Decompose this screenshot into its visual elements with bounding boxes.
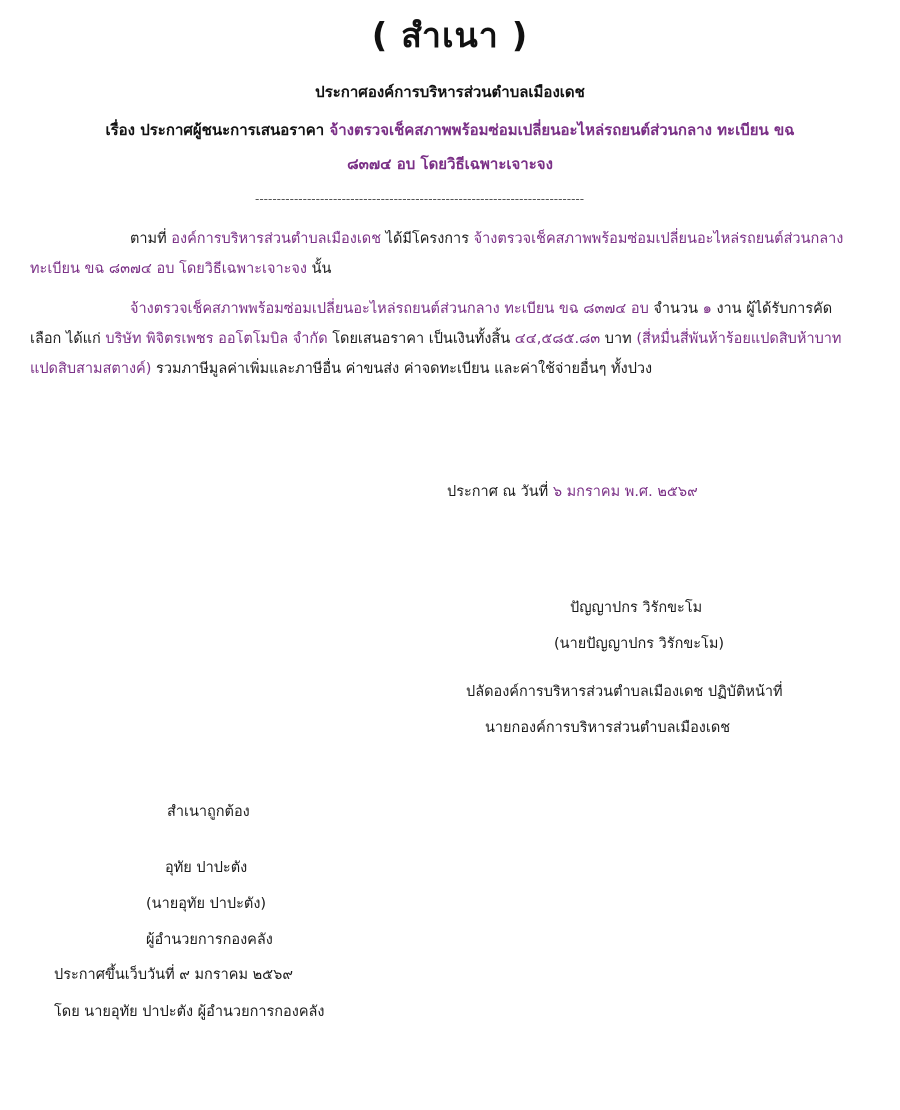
announce-prefix: ประกาศ ณ วันที่ bbox=[447, 484, 553, 500]
para2-amount-words: (สี่หมื่นสี่พันห้าร้อยแปดสิบห้าบาทแปดสิบสามสตางค์) bbox=[30, 331, 842, 377]
signer-position-1: ปลัดองค์การบริหารส่วนตำบลเมืองเดช ปฏิบัติหน้าที่ bbox=[466, 684, 783, 700]
para2-vendor: บริษัท พิจิตรเพชร ออโตโมบิล จำกัด bbox=[105, 331, 328, 347]
para1-text-b: ได้มีโครงการ bbox=[381, 231, 474, 247]
posted-by: โดย นายอุทัย ปาปะตัง ผู้อำนวยการกองคลัง bbox=[54, 1004, 325, 1020]
para1-text-a: ตามที่ bbox=[130, 231, 172, 247]
announce-date: ๖ มกราคม พ.ศ. ๒๕๖๙ bbox=[552, 484, 698, 500]
para2-text-c: โดยเสนอราคา เป็นเงินทั้งสิ้น bbox=[327, 331, 515, 347]
para1-project: จ้างตรวจเช็คสภาพพร้อมซ่อมเปลี่ยนอะไหล่รถยนต์ส่วนกลาง ทะเบียน ขฉ ๘๓๗๔ อบ โดยวิธีเฉพาะเจาะจง bbox=[30, 231, 844, 277]
para2-project: จ้างตรวจเช็คสภาพพร้อมซ่อมเปลี่ยนอะไหล่รถยนต์ส่วนกลาง ทะเบียน ขฉ ๘๓๗๔ อบ bbox=[130, 301, 649, 317]
subject-prefix: เรื่อง ประกาศผู้ชนะการเสนอราคา bbox=[105, 121, 330, 139]
paragraph-2 bbox=[30, 294, 850, 384]
para1-organization: องค์การบริหารส่วนตำบลเมืองเดช bbox=[171, 231, 382, 247]
para2-text-d: บาท bbox=[600, 331, 637, 347]
header-subject bbox=[0, 118, 900, 142]
para2-amount: ๔๔,๕๘๕.๘๓ bbox=[514, 331, 601, 347]
certifier-position: ผู้อำนวยการกองคลัง bbox=[146, 932, 273, 948]
certified-copy-label: สำเนาถูกต้อง bbox=[167, 804, 250, 820]
certifier-name: อุทัย ปาปะตัง bbox=[165, 860, 248, 876]
header-organization: ประกาศองค์การบริหารส่วนตำบลเมืองเดช bbox=[315, 83, 585, 101]
signer-position-2: นายกองค์การบริหารส่วนตำบลเมืองเดช bbox=[485, 720, 731, 736]
header-subject-line3: ๘๓๗๔ อบ โดยวิธีเฉพาะเจาะจง bbox=[347, 155, 553, 173]
copy-mark-title: ( สำเนา ) bbox=[371, 16, 529, 56]
web-posted-date: ประกาศขึ้นเว็บวันที่ ๙ มกราคม ๒๕๖๙ bbox=[54, 967, 293, 983]
para2-text-e: รวมภาษีมูลค่าเพิ่มและภาษีอื่น ค่าขนส่ง ค่าจดทะเบียน และค่าใช้จ่ายอื่นๆ ทั้งปวง bbox=[151, 361, 653, 377]
para2-text-a: จำนวน bbox=[648, 301, 703, 317]
announce-date-line bbox=[447, 480, 698, 503]
para2-text-b: งาน ผู้ได้รับการคัดเลือก ได้แก่ bbox=[30, 301, 833, 347]
divider-line: ---------------------------------------------------------------------------- bbox=[255, 192, 585, 206]
paragraph-1 bbox=[30, 224, 850, 284]
signer-name: ปัญญาปกร วิรักขะโม bbox=[570, 600, 703, 616]
certifier-fullname: (นายอุทัย ปาปะตัง) bbox=[146, 896, 267, 912]
signer-fullname: (นายปัญญาปกร วิรักขะโม) bbox=[554, 636, 725, 652]
subject-project: จ้างตรวจเช็คสภาพพร้อมซ่อมเปลี่ยนอะไหล่รถยนต์ส่วนกลาง ทะเบียน ขฉ bbox=[329, 121, 795, 139]
para2-quantity: ๑ bbox=[702, 301, 712, 317]
para1-text-c: นั้น bbox=[307, 261, 332, 277]
